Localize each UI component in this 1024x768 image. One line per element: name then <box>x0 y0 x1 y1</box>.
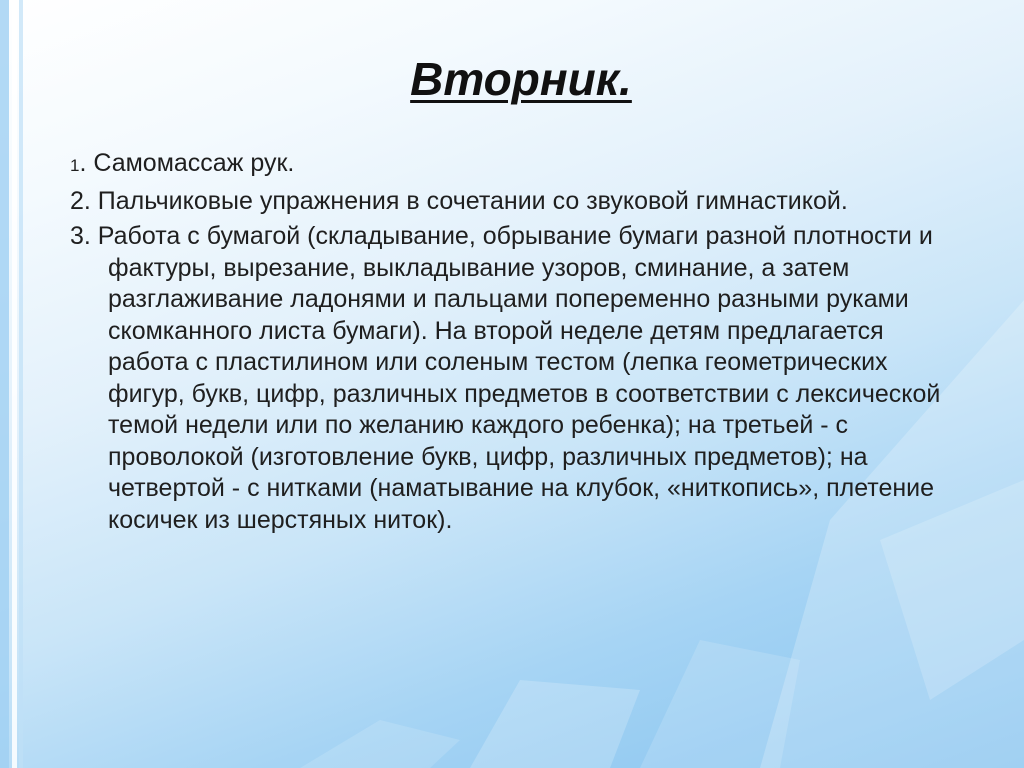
left-edge-highlight <box>12 0 17 768</box>
decor-shape-bottom-mid <box>640 640 800 768</box>
list-item <box>70 148 960 182</box>
left-edge-stripe-2 <box>19 0 23 768</box>
list-item <box>70 186 960 218</box>
list-item-text: . Самомассаж рук. <box>79 149 295 177</box>
decor-shape-bottom-far-left <box>300 720 460 768</box>
slide-title: Вторник. <box>410 53 632 105</box>
activity-list <box>70 148 960 540</box>
list-item-number: 1 <box>70 156 80 175</box>
left-edge-stripe <box>0 0 9 768</box>
list-item <box>70 221 960 536</box>
list-item-number: 3. <box>70 222 91 250</box>
list-item-text: Пальчиковые упражнения в сочетании со звуковой гимнастикой. <box>90 186 848 215</box>
list-item-text: Работа с бумагой (складывание, обрывание бумаги разной плотности и фактуры, вырезание, выкладывание узоров, сминание, а затем разглаживание ладонями и пальцами попеременно разными руками скомканного листа бумаги). На второй неделе детям предлагается работа с пластилином или соленым тестом (лепка геометрических фигур, букв, цифр, различных предметов в соответствии с лексической темой недели или по желанию каждого ребенка); на третьей - с проволокой (изготовление букв, цифр, различных предметов); на четвертой - с нитками (наматывание на клубок, «ниткопись», плетение косичек из шерстяных ниток). <box>90 222 941 534</box>
decor-shape-bottom-left <box>470 680 640 768</box>
list-item-number: 2. <box>70 186 91 215</box>
